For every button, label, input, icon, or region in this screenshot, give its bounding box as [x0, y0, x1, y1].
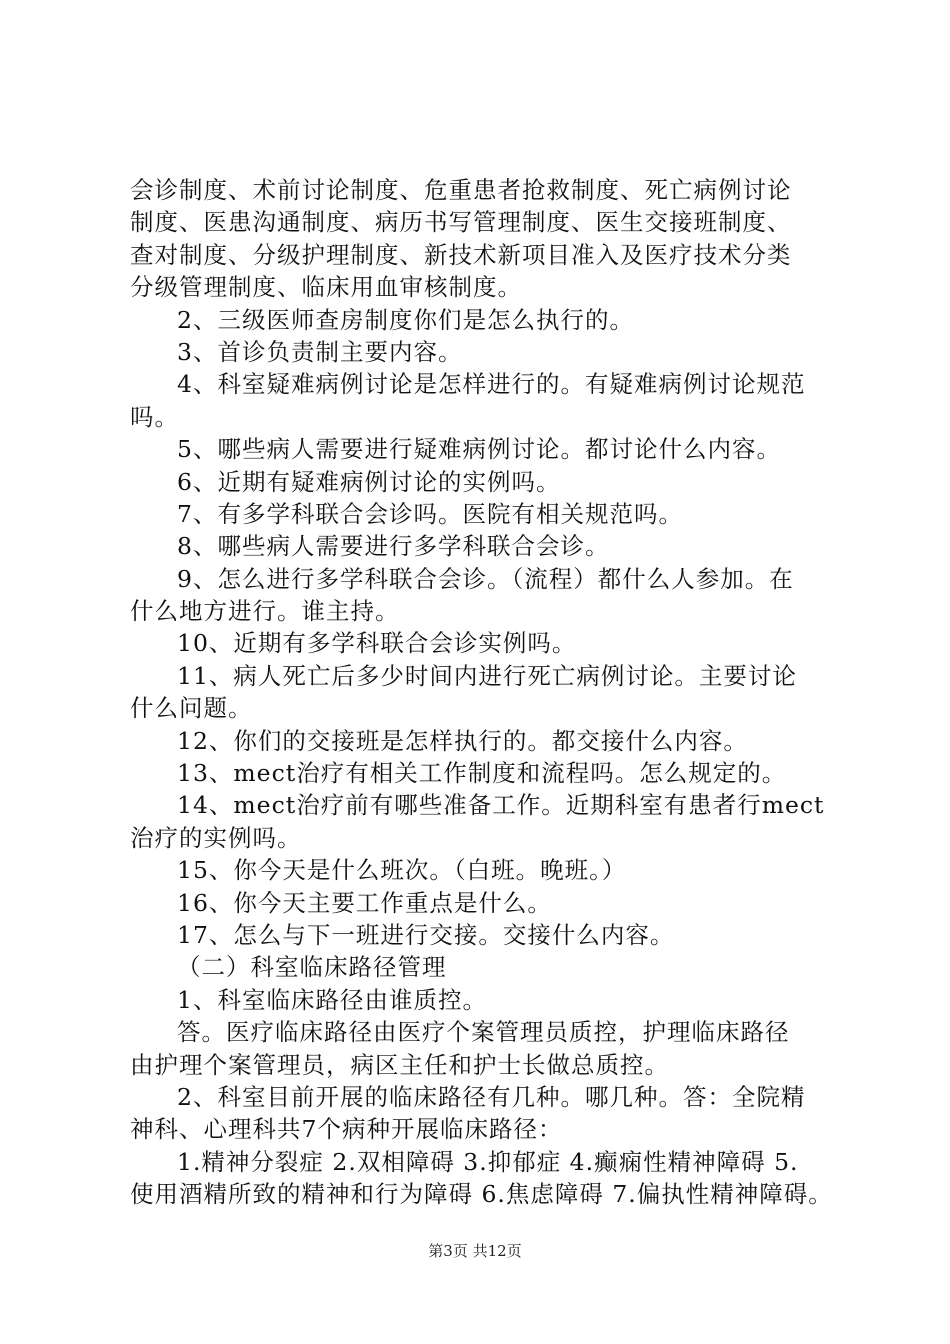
text-line: 13、mect治疗有相关工作制度和流程吗。怎么规定的。: [177, 759, 787, 788]
text-line: 查对制度、分级护理制度、新技术新项目准入及医疗技术分类: [130, 240, 792, 269]
text-line: 15、你今天是什么班次。（白班。晚班。）: [177, 856, 627, 885]
text-line: 神科、心理科共7个病种开展临床路径：: [130, 1115, 563, 1144]
text-line: 答。医疗临床路径由医疗个案管理员质控，护理临床路径: [177, 1018, 790, 1047]
text-line: 吗。: [130, 402, 179, 431]
text-line: 7、有多学科联合会诊吗。医院有相关规范吗。: [177, 499, 683, 528]
text-line: 1.精神分裂症 2.双相障碍 3.抑郁症 4.癫痫性精神障碍 5.: [177, 1147, 799, 1176]
text-line: 9、怎么进行多学科联合会诊。（流程）都什么人参加。在: [177, 564, 794, 593]
text-line: 制度、医患沟通制度、病历书写管理制度、医生交接班制度、: [130, 208, 792, 237]
text-line: 治疗的实例吗。: [130, 823, 302, 852]
text-line: 3、首诊负责制主要内容。: [177, 337, 463, 366]
text-line: 16、你今天主要工作重点是什么。: [177, 888, 552, 917]
page-footer: 第3页 共12页: [428, 1242, 522, 1260]
text-line: 14、mect治疗前有哪些准备工作。近期科室有患者行mect: [177, 791, 825, 820]
text-line: 1、科室临床路径由谁质控。: [177, 985, 487, 1014]
text-line: 12、你们的交接班是怎样执行的。都交接什么内容。: [177, 726, 748, 755]
text-line: 10、近期有多学科联合会诊实例吗。: [177, 629, 577, 658]
text-line: 使用酒精所致的精神和行为障碍 6.焦虑障碍 7.偏执性精神障碍。: [130, 1180, 833, 1209]
text-line: 分级管理制度、临床用血审核制度。: [130, 273, 522, 302]
text-line: 会诊制度、术前讨论制度、危重患者抢救制度、死亡病例讨论: [130, 176, 792, 204]
section-heading: （二）科室临床路径管理: [177, 953, 447, 982]
text-line: 5、哪些病人需要进行疑难病例讨论。都讨论什么内容。: [177, 435, 781, 464]
text-line: 2、科室目前开展的临床路径有几种。哪几种。答：全院精: [177, 1082, 806, 1111]
text-line: 什么地方进行。谁主持。: [130, 597, 400, 626]
document-body: [130, 174, 835, 1211]
text-line: 17、怎么与下一班进行交接。交接什么内容。: [177, 920, 675, 949]
text-line: 2、三级医师查房制度你们是怎么执行的。: [177, 305, 634, 334]
text-line: 4、科室疑难病例讨论是怎样进行的。有疑难病例讨论规范: [177, 370, 806, 399]
text-line: 什么问题。: [130, 694, 253, 723]
text-line: 6、近期有疑难病例讨论的实例吗。: [177, 467, 561, 496]
text-line: 11、病人死亡后多少时间内进行死亡病例讨论。主要讨论: [177, 661, 797, 690]
text-line: 由护理个案管理员，病区主任和护士长做总质控。: [130, 1050, 669, 1079]
text-line: 8、哪些病人需要进行多学科联合会诊。: [177, 532, 610, 561]
